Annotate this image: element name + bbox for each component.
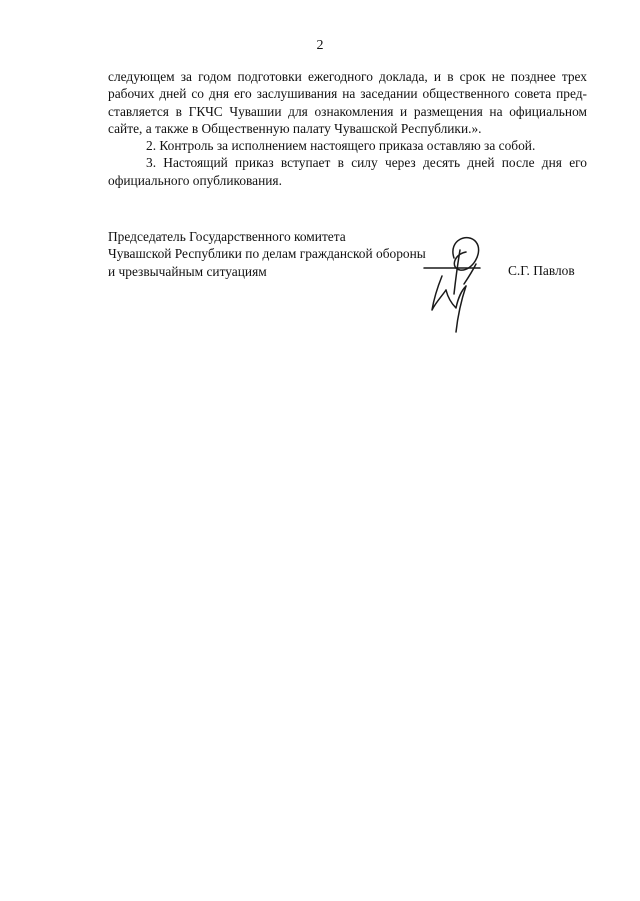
paragraph-1-line-4: сайте, а также в Общественную палату Чувашской Республики.». bbox=[108, 120, 482, 136]
page-number: 2 bbox=[316, 38, 324, 53]
signatory-title-line-1: Председатель Государственного комитета bbox=[108, 229, 346, 244]
paragraph-3-line-1: 3. Настоящий приказ вступает в силу через десять дней после дня его bbox=[146, 155, 587, 171]
paragraph-2: 2. Контроль за исполнением настоящего приказа оставляю за собой. bbox=[146, 138, 536, 154]
signatory-name: С.Г. Павлов bbox=[508, 263, 575, 278]
handwritten-signature bbox=[420, 228, 504, 340]
signatory-title-line-2: Чувашской Республики по делам гражданской обороны bbox=[108, 246, 426, 262]
signatory-title-line-3: и чрезвычайным ситуациям bbox=[108, 263, 267, 279]
paragraph-1-line-1: следующем за годом подготовки ежегодного доклада, и в срок не позднее трех bbox=[108, 69, 587, 84]
paragraph-1-line-2: рабочих дней со дня его заслушивания на заседании общественного совета пред- bbox=[108, 86, 587, 102]
paragraph-1-line-3: ставляется в ГКЧС Чувашии для ознакомления и размещения на официальном bbox=[108, 103, 587, 119]
paragraph-3-line-2: официального опубликования. bbox=[108, 172, 282, 188]
document-body bbox=[108, 68, 587, 189]
signatory-title bbox=[108, 228, 426, 280]
